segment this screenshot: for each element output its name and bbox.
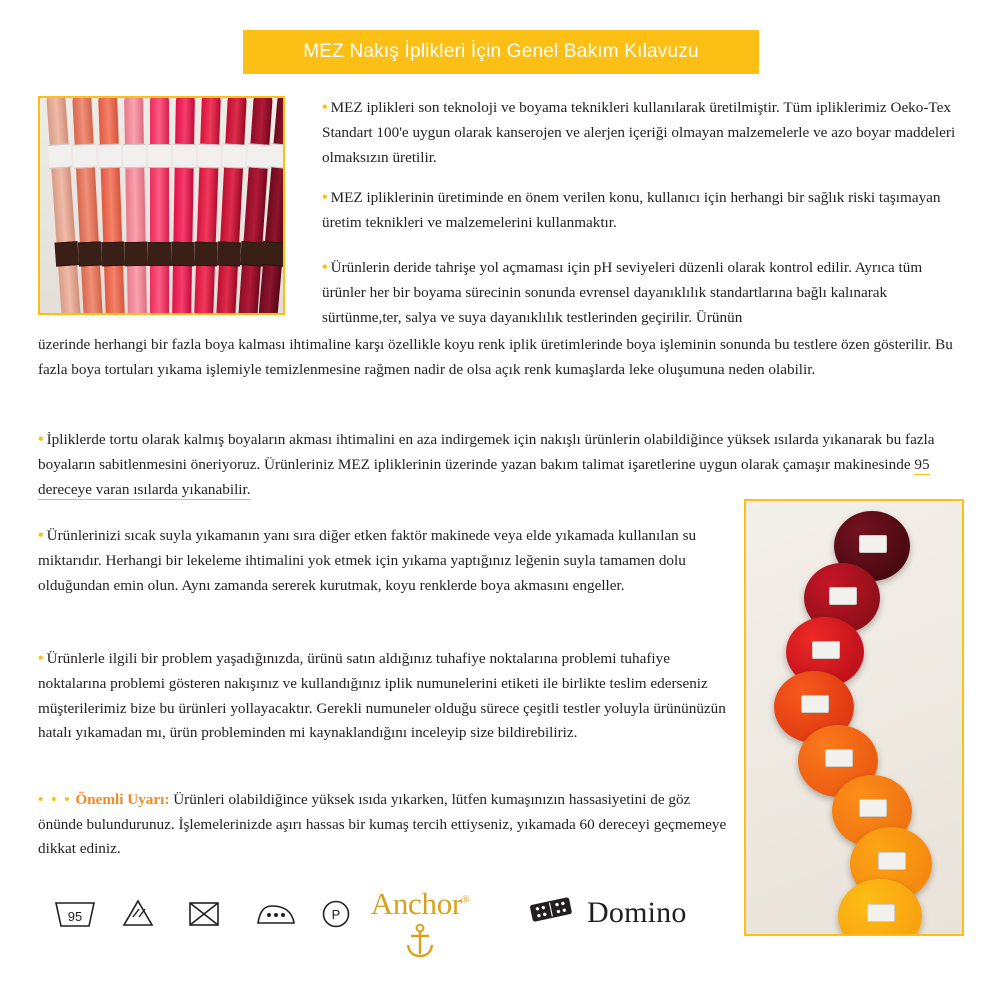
paragraph-2 xyxy=(322,185,967,236)
wash-95-symbol xyxy=(52,893,98,933)
paragraph-2-text: MEZ ipliklerinin üretiminde en önem verilen konu, kullanıcı için herhangi bir sağlık riski taşımayan üretim teknikleri ve malzemelerini kullanmaktır. xyxy=(322,189,941,231)
svg-text:95: 95 xyxy=(67,909,83,924)
paragraph-3-continued-text: üzerinde herhangi bir fazla boya kalması ihtimaline karşı özellikle koyu renk iplik üretimlerinde boya işleminin sonunda bu testlere özen gösterilir. Bu fazla boya tortuları yıkama işlemiyle temizlenmesine rağmen nadir de olsa açık renk kumaşlarda leke oluşumuna neden olabilir. xyxy=(38,336,953,378)
warning-text: Ürünleri olabildiğince yüksek ısıda yıkarken, lütfen kumaşınızın hassasiyetini de göz önünde bulundurunuz. İşlemelerinizde aşırı hassas bir kumaş tercih ettiyseniz, yıkamada 60 dereceyi geçmemeye dikkat ediniz. xyxy=(38,791,727,858)
paragraph-3-text: Ürünlerin deride tahrişe yol açmaması için pH seviyeleri düzenli olarak kontrol edilir. Ayrıca tüm ürünler her bir boyama sürecinin sonunda evrensel dayanıklılık standartlarına bağlı kalınarak sürtünme,ter, salya ve suya dayanıklılık testlerinden geçirilir. Ürünün xyxy=(322,259,923,326)
paragraph-4-highlight: 95 dereceye varan ısılarda yıkanabilir. xyxy=(38,455,930,498)
bullet-icon: • xyxy=(38,527,44,544)
paragraph-3-continued xyxy=(38,333,966,382)
paragraph-1-text: MEZ iplikleri son teknoloji ve boyama teknikleri kullanılarak üretilmiştir. Tüm ipliklerimiz Oeko-Tex Standart 100'e uygun olarak kanserojen ve alerjen içeriği olmayan malzemelerle ve azo boyar maddeleri olmaksızın üretilir. xyxy=(322,99,956,166)
paragraph-6 xyxy=(38,646,728,746)
bullet-icon: • xyxy=(322,259,328,276)
warning-label: Önemli Uyarı: xyxy=(75,791,170,808)
bullet-icon: • xyxy=(38,650,44,667)
warning-dots-icon: • • • xyxy=(38,791,72,808)
important-warning xyxy=(38,788,728,862)
anchor-registered-mark: ® xyxy=(461,894,470,906)
paragraph-3 xyxy=(322,255,967,330)
embroidery-floss-skeins-photo xyxy=(38,96,285,315)
anchor-name: Anchor xyxy=(370,886,462,921)
paragraph-5 xyxy=(38,523,728,598)
bullet-icon: • xyxy=(322,99,328,116)
page-title-banner xyxy=(243,30,759,74)
anchor-brand-logo xyxy=(345,888,495,964)
anchor-icon xyxy=(345,921,495,964)
paragraph-1 xyxy=(322,95,967,170)
bullet-icon: • xyxy=(38,431,44,448)
bullet-icon: • xyxy=(322,189,328,206)
page-title: MEZ Nakış İplikleri İçin Genel Bakım Kılavuzu xyxy=(303,41,699,62)
thread-balls-photo xyxy=(744,499,964,936)
svg-text:P: P xyxy=(331,907,341,922)
iron-three-dots-symbol xyxy=(250,893,296,933)
anchor-wordmark xyxy=(345,888,495,919)
paragraph-6-text: Ürünlerle ilgili bir problem yaşadığınızda, ürünü satın aldığınız tuhafiye noktalarına problemi tuhafiye noktalarına problemi gösteren nakışınız ve kullandığınız iplik numunelerini etiketi ile birlikte teslim ederseniz müşterilerimiz bize bu ürünleri yollayacaktır. Gerekli numuneler olduğu sürece çeşitli testler yoluyla ürününüzün hatalı yıkamadan mı, ürün probleminden mi kaynaklandığını inceleyip size bildirebiliriz. xyxy=(38,650,726,742)
domino-brand-logo xyxy=(528,895,687,930)
paragraph-5-text: Ürünlerinizi sıcak suyla yıkamanın yanı sıra diğer etken faktör makinede veya elde yıkamada kullanılan su miktarıdır. Herhangi bir lekeleme ihtimalini yok etmek için yıkama yaptığınız leğenin suyla tamamen dolu olduğundan emin olun. Aynı zamanda sererek kurutmak, koyu renklerde boya akmasını engeller. xyxy=(38,527,697,594)
paragraph-4-text: İpliklerde tortu olarak kalmış boyaların akması ihtimalini en aza indirgemek için nakışlı ürünlerin olabildiğince yüksek ısılarda yıkanarak bu fazla boyaların sabitlenmesini öneriyoruz. Ürünleriniz MEZ ipliklerinin üzerinde yazan bakım talimat işaretlerine uygun olarak çamaşır makinesinde xyxy=(38,431,935,473)
paragraph-4 xyxy=(38,427,966,502)
domino-tile-icon xyxy=(528,895,574,930)
domino-wordmark: Domino xyxy=(587,895,687,929)
bleach-non-chlorine-symbol xyxy=(118,893,164,933)
care-symbols-row xyxy=(52,893,362,933)
do-not-tumble-dry-symbol xyxy=(184,893,230,933)
